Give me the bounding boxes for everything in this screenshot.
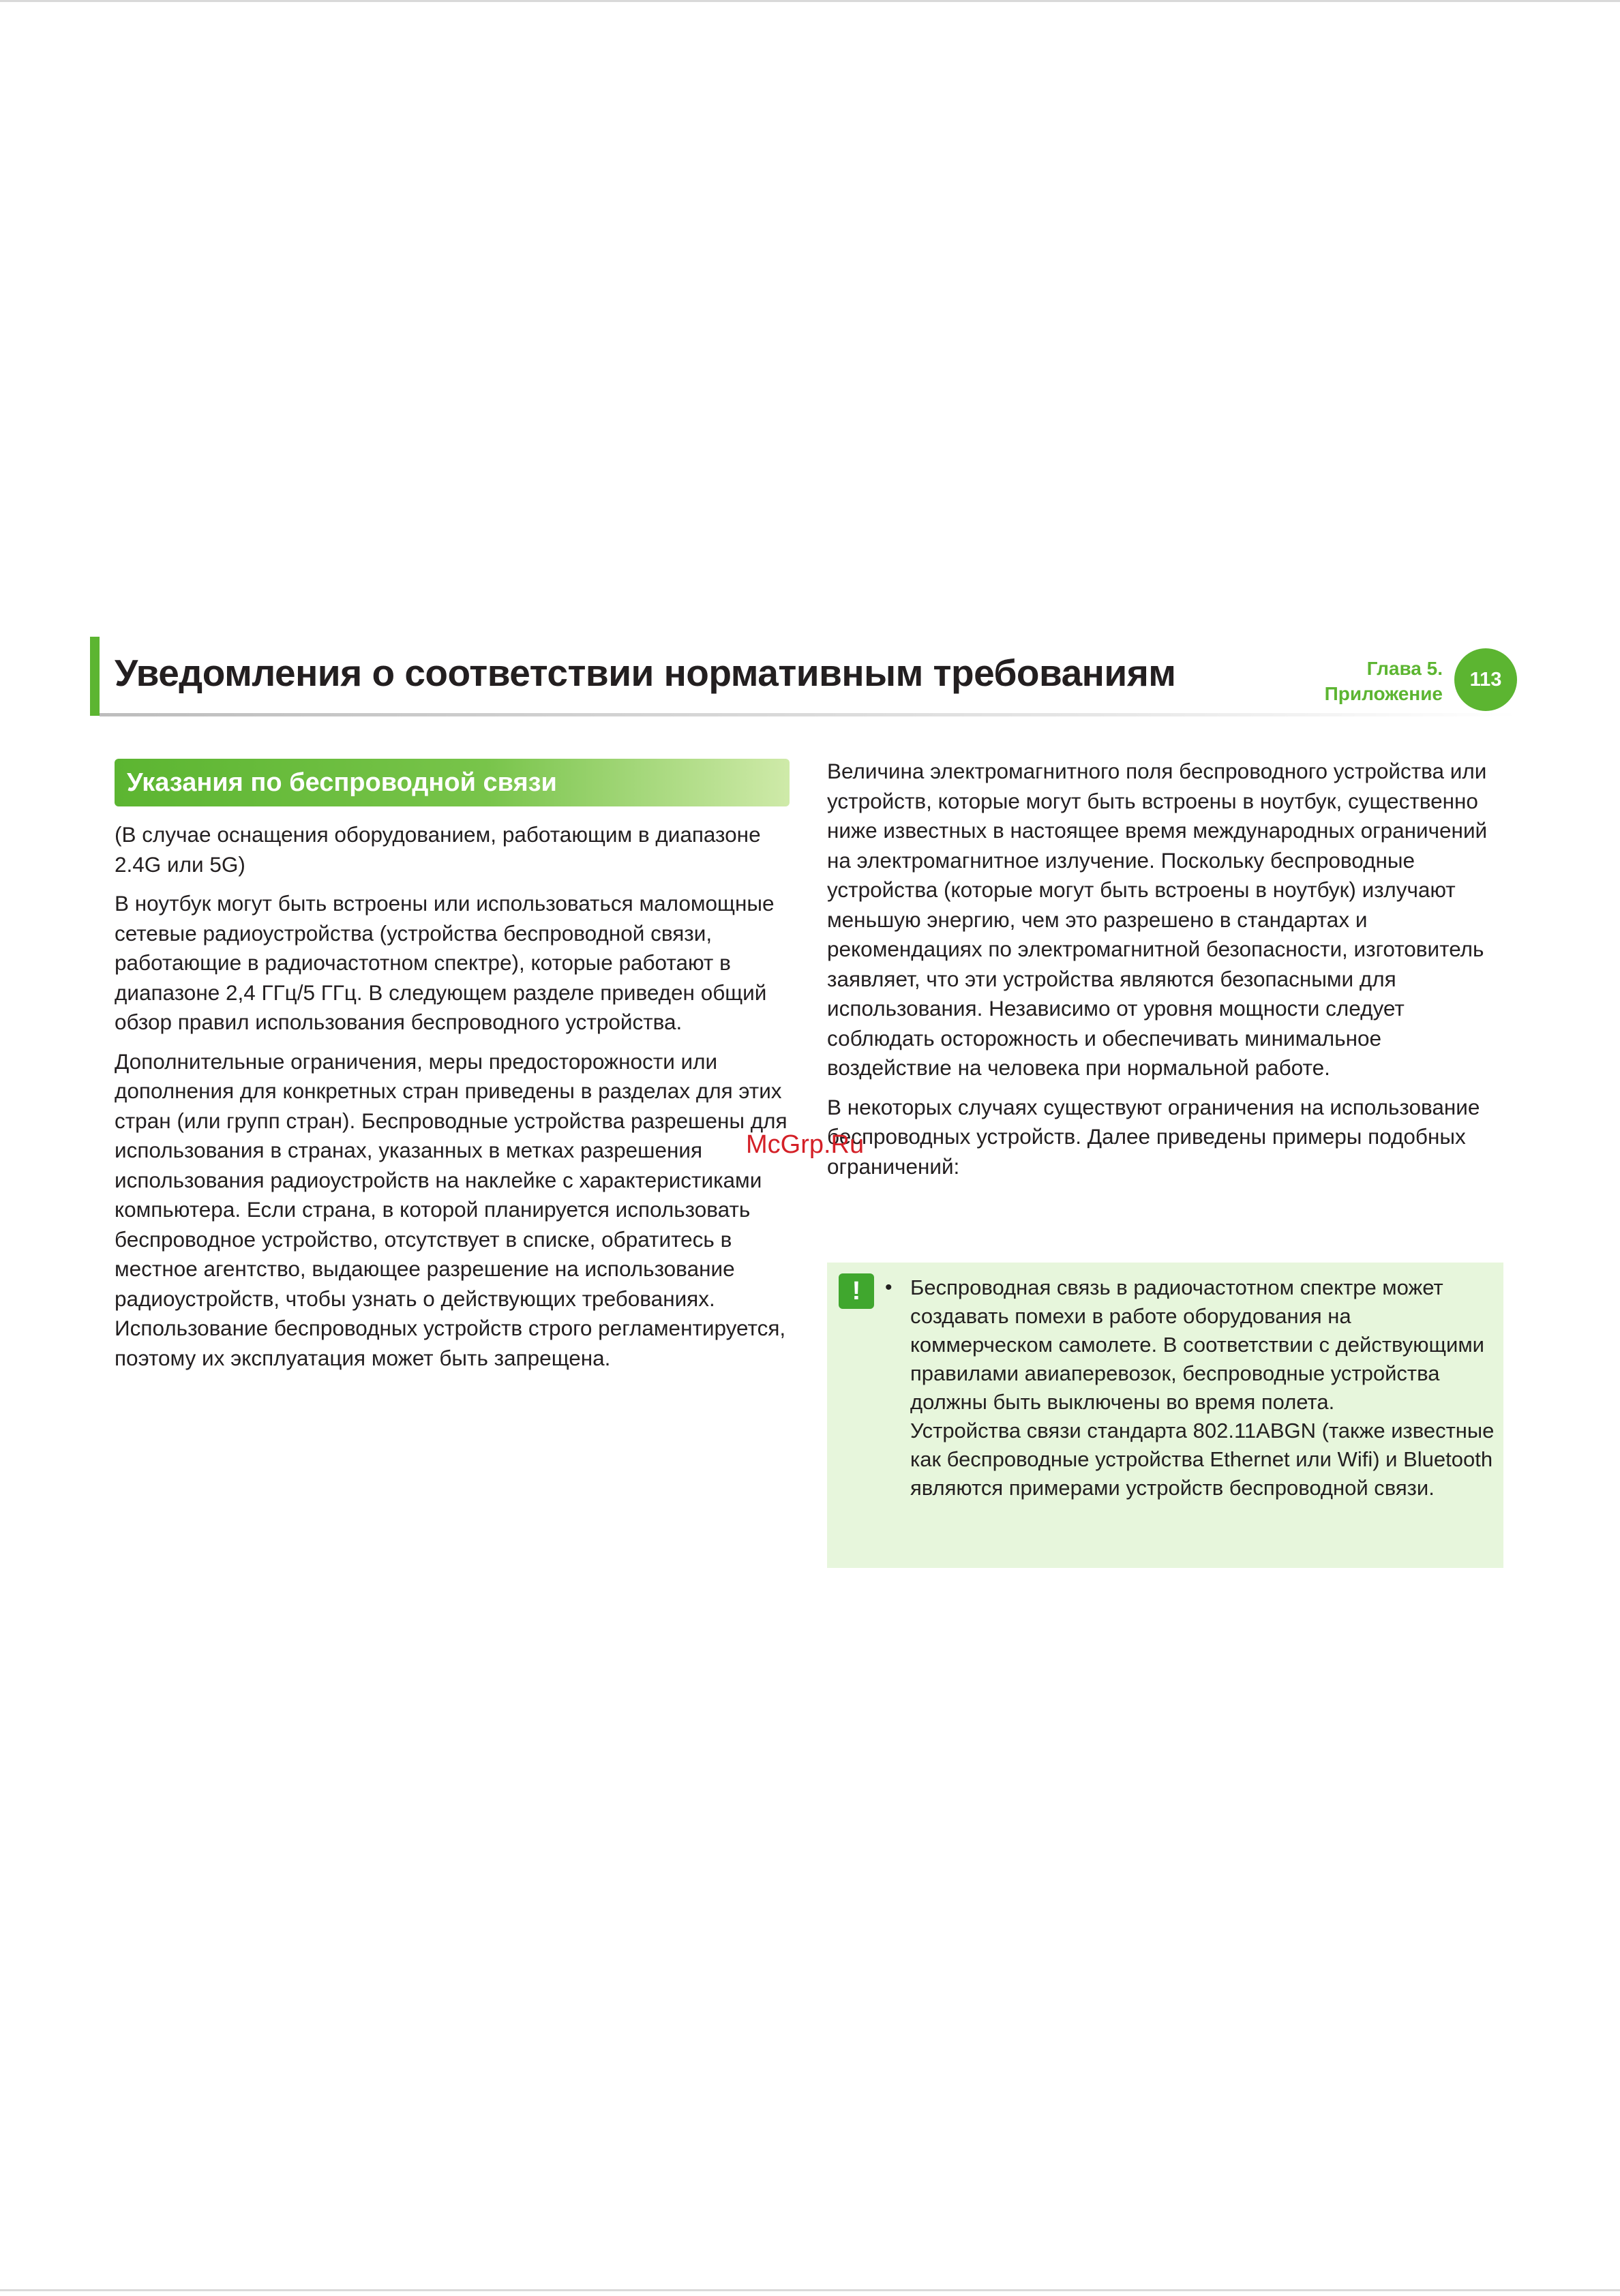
note-aircraft-text: Беспроводная связь в радиочастотном спектре может создавать помехи в работе оборудования на коммерческом самолете. В соответствии с действующими правилами авиаперевозок, беспроводные устройства должны быть выключены во время полета.: [910, 1275, 1484, 1414]
paragraph-restrictions: Дополнительные ограничения, меры предосторожности или дополнения для конкретных стран приведены в разделах для этих стран (или групп стран). Беспроводные устройства разрешены для использования в странах, указанных в метках разрешения использования радиоустройств на наклейке с характеристиками компьютера. Если страна, в которой планируется использовать беспроводное устройство, отсутствует в списке, обратитесь в местное агентство, выдающее разрешение на использование радиоустройств, чтобы узнать о действующих требованиях. Использование беспроводных устройств строго регламентируется, поэтому их эксплуатация может быть запрещена.: [115, 1048, 787, 1370]
title-underline: [100, 713, 1518, 716]
top-border-line: [0, 0, 1620, 2]
paragraph-usage-limits: В некоторых случаях существуют ограничения на использование беспроводных устройств. Далее приведены примеры подобных ограничений:: [827, 1094, 1480, 1179]
note-text: [910, 1273, 1497, 1502]
paragraph-em-field: Величина электромагнитного поля беспроводного устройства или устройств, которые могут быть встроены в ноутбук, существенно ниже известных в настоящее время международных ограничений на электромагнитное излучение. Поскольку беспроводные устройства (которые могут быть встроены в ноутбук) излучают меньшую энергию, чем это разрешено в стандартах и рекомендациях по электромагнитной безопасности, изготовитель заявляет, что эти устройства являются безопасными для использования. Независимо от уровня мощности следует соблюдать осторожность и обеспечивать минимальное воздействие на человека при нормальной работе.: [827, 759, 1488, 1080]
paragraph-equipment-note: (В случае оснащения оборудованием, работающим в диапазоне 2.4G или 5G): [115, 822, 761, 877]
page-number-badge: 113: [1454, 648, 1517, 711]
exclamation-icon: !: [839, 1273, 874, 1309]
chapter-number: Глава 5.: [1366, 658, 1443, 679]
chapter-name: Приложение: [1324, 683, 1443, 704]
left-column: [115, 820, 790, 1383]
watermark: McGrp.Ru: [746, 1130, 865, 1159]
bottom-border-line: [0, 2289, 1620, 2291]
note-bullet: •: [885, 1276, 892, 1299]
section-heading: Указания по беспроводной связи: [115, 759, 790, 806]
page-title: Уведомления о соответствии нормативным требованиям: [115, 652, 1176, 694]
title-accent-bar: [90, 637, 100, 716]
caution-note-box: [827, 1263, 1503, 1568]
chapter-label: [1268, 656, 1443, 706]
note-standards-text: Устройства связи стандарта 802.11ABGN (также известные как беспроводные устройства Ethernet или Wifi) и Bluetooth являются примерами устройств беспроводной связи.: [910, 1419, 1495, 1500]
paragraph-radio-devices: В ноутбук могут быть встроены или использоваться маломощные сетевые радиоустройства (устройства беспроводной связи, работающие в радиочастотном спектре), которые работают в диапазоне 2,4 ГГц/5 ГГц. В следующем разделе приведен общий обзор правил использования беспроводного устройства.: [115, 891, 775, 1034]
right-column: [827, 757, 1509, 1191]
